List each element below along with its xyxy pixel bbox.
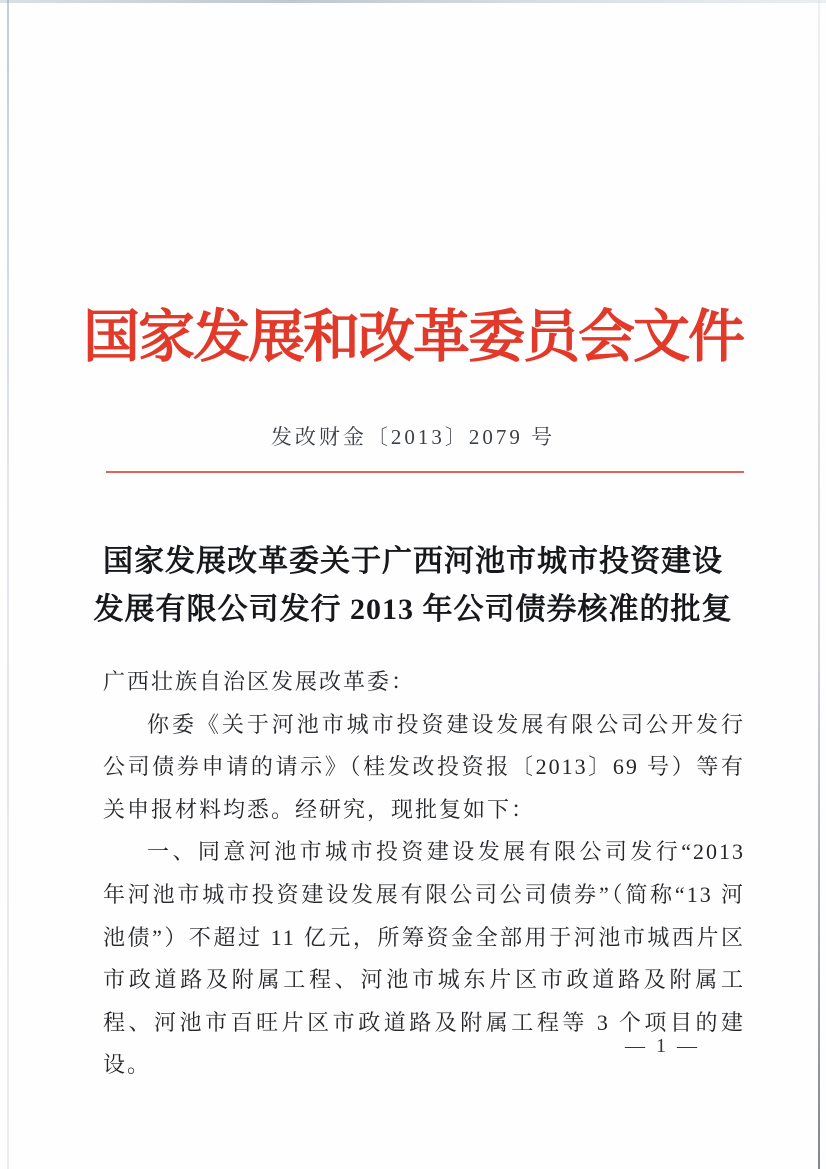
red-divider-line [106,471,744,473]
document-title-line-1: 国家发展改革委关于广西河池市城市投资建设 [103,545,723,578]
document-title [70,538,756,634]
scan-artifact-right-edge [818,0,820,1169]
document-title-line-2: 发展有限公司发行 2013 年公司债券核准的批复 [93,593,733,626]
scan-artifact-top-edge [0,0,826,3]
issuing-authority-header: 国家发展和改革委员会文件 [83,306,743,369]
document-body [103,661,745,1087]
document-reference-number: 发改财金〔2013〕2079 号 [270,425,556,449]
scan-artifact-left-edge [7,0,9,1169]
body-paragraph-2: 一、同意河池市城市投资建设发展有限公司发行“2013 年河池市城市投资建设发展有限公司公司债券”（简称“13 河池债”）不超过 11 亿元，所筹资金全部用于河池市城西片区市政道路及附属工程、河池市城东片区市政道路及附属工程、河池市百旺片区市政道路及附属工程等 3 个项目的建设。 [103,839,745,1078]
body-paragraph-1: 你委《关于河池市城市投资建设发展有限公司公开发行公司债券申请的请示》（桂发改投资报〔2013〕69 号）等有关申报材料均悉。经研究，现批复如下： [103,711,745,822]
salutation-line: 广西壮族自治区发展改革委： [103,669,416,694]
page-number: — 1 — [625,1035,700,1057]
